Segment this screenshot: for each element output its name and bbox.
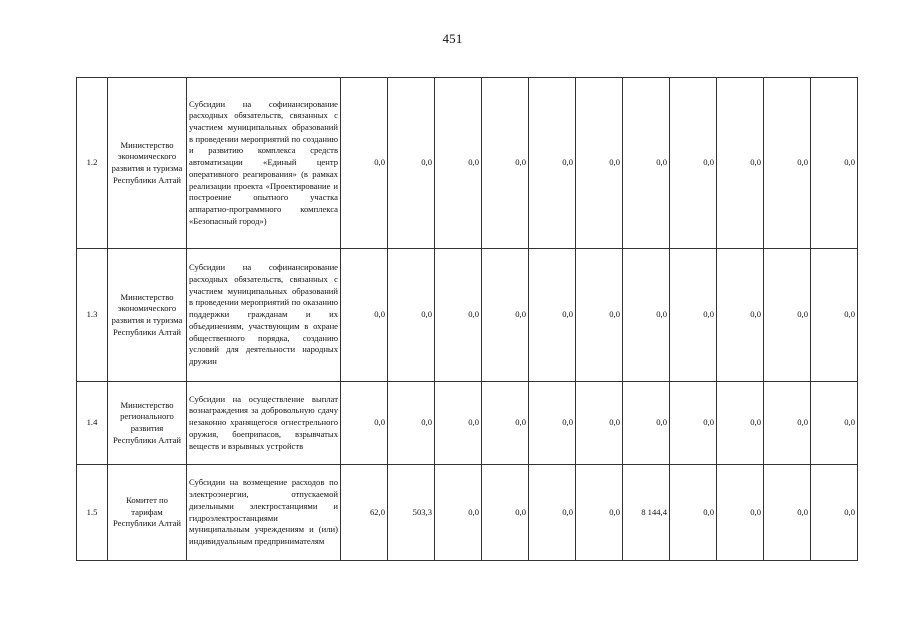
value-cell: 0,0: [435, 249, 482, 382]
value-cell: 0,0: [811, 78, 858, 249]
value-cell: 0,0: [529, 78, 576, 249]
value-cell: 0,0: [435, 382, 482, 465]
value-cell: 0,0: [388, 382, 435, 465]
value-cell: 0,0: [670, 465, 717, 561]
value-cell: 0,0: [529, 465, 576, 561]
value-cell: 0,0: [623, 382, 670, 465]
subsidy-description: Субсидии на софинансирование расходных обязательств, связанных с участием муниципальных образований в проведении мероприятий по оказанию поддержки гражданам и их объединениям, участвующим в охране общественного порядка, созданию условий для деятельности народных дружин: [187, 249, 341, 382]
subsidy-description: Субсидии на осуществление выплат вознаграждения за добровольную сдачу незаконно хранящегося огнестрельного оружия, боеприпасов, взрывчатых веществ и взрывных устройств: [187, 382, 341, 465]
value-cell: 8 144,4: [623, 465, 670, 561]
value-cell: 0,0: [717, 382, 764, 465]
value-cell: 0,0: [811, 249, 858, 382]
value-cell: 0,0: [764, 78, 811, 249]
subsidy-description: Субсидии на возмещение расходов по электроэнергии, отпускаемой дизельными электростанциями и гидроэлектростанциями муниципальным учреждениям и (или) индивидуальным предпринимателям: [187, 465, 341, 561]
value-cell: 503,3: [388, 465, 435, 561]
value-cell: 0,0: [529, 382, 576, 465]
value-cell: 0,0: [435, 465, 482, 561]
table-row: [77, 465, 858, 561]
value-cell: 0,0: [764, 382, 811, 465]
row-number: 1.3: [77, 249, 108, 382]
value-cell: 0,0: [576, 249, 623, 382]
value-cell: 0,0: [482, 382, 529, 465]
value-cell: 0,0: [623, 78, 670, 249]
value-cell: 0,0: [811, 465, 858, 561]
value-cell: 0,0: [811, 382, 858, 465]
subsidy-description: Субсидии на софинансирование расходных обязательств, связанных с участием муниципальных образований в проведении мероприятий по созданию и развитию комплекса средств автоматизации «Единый центр оперативного реагирования» (в рамках реализации проекта «Проектирование и построение опытного участка аппаратно-программного комплекса «Безопасный город»): [187, 78, 341, 249]
value-cell: 0,0: [482, 249, 529, 382]
responsible-organization: Министерство экономического развития и туризма Республики Алтай: [108, 249, 187, 382]
budget-table: [76, 77, 858, 561]
value-cell: 0,0: [623, 249, 670, 382]
value-cell: 0,0: [388, 78, 435, 249]
value-cell: 0,0: [341, 249, 388, 382]
value-cell: 0,0: [388, 249, 435, 382]
value-cell: 0,0: [717, 249, 764, 382]
row-number: 1.5: [77, 465, 108, 561]
value-cell: 0,0: [717, 465, 764, 561]
responsible-organization: Министерство регионального развития Республики Алтай: [108, 382, 187, 465]
value-cell: 0,0: [341, 382, 388, 465]
row-number: 1.2: [77, 78, 108, 249]
table-row: [77, 382, 858, 465]
value-cell: 0,0: [576, 78, 623, 249]
value-cell: 0,0: [717, 78, 764, 249]
value-cell: 0,0: [764, 465, 811, 561]
table-row: [77, 78, 858, 249]
table-row: [77, 249, 858, 382]
responsible-organization: Министерство экономического развития и туризма Республики Алтай: [108, 78, 187, 249]
value-cell: 0,0: [482, 78, 529, 249]
value-cell: 0,0: [764, 249, 811, 382]
value-cell: 0,0: [670, 382, 717, 465]
row-number: 1.4: [77, 382, 108, 465]
value-cell: 0,0: [341, 78, 388, 249]
value-cell: 0,0: [670, 249, 717, 382]
page-number: 451: [442, 31, 463, 46]
value-cell: 0,0: [576, 382, 623, 465]
value-cell: 0,0: [482, 465, 529, 561]
value-cell: 62,0: [341, 465, 388, 561]
value-cell: 0,0: [576, 465, 623, 561]
responsible-organization: Комитет по тарифам Республики Алтай: [108, 465, 187, 561]
value-cell: 0,0: [670, 78, 717, 249]
value-cell: 0,0: [435, 78, 482, 249]
value-cell: 0,0: [529, 249, 576, 382]
